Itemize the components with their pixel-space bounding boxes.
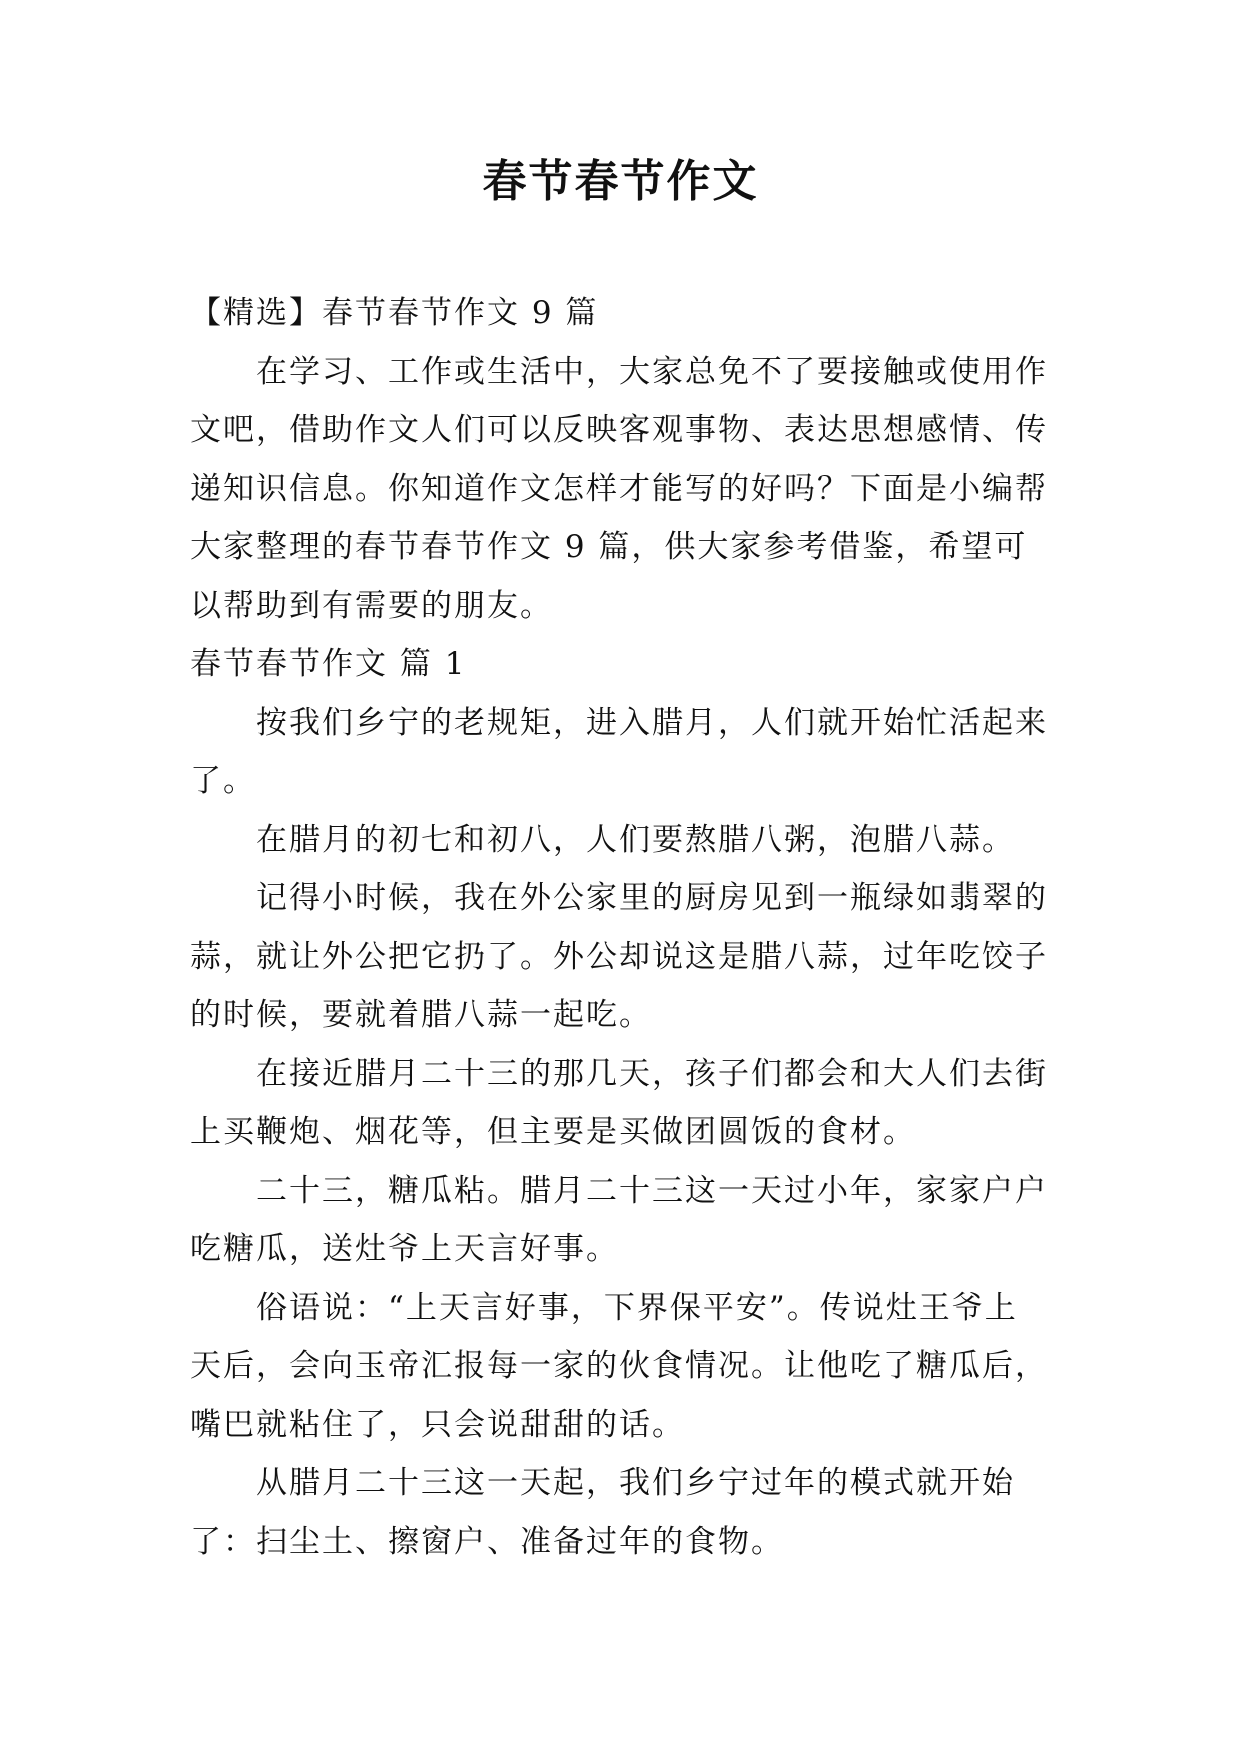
- body-paragraph: 在腊月的初七和初八，人们要熬腊八粥，泡腊八蒜。: [256, 821, 1015, 858]
- document-title: 春节春节作文: [482, 156, 759, 207]
- intro-paragraph: 在学习、工作或生活中，大家总免不了要接触或使用作文吧，借助作文人们可以反映客观事物、表达思想感情、传递知识信息。你知道作文怎样才能写的好吗？下面是小编帮大家整理的春节春节作文 9 篇，供大家参考借鉴，希望可以帮助到有需要的朋友。: [190, 353, 1048, 624]
- body-paragraph: 记得小时候，我在外公家里的厨房见到一瓶绿如翡翠的蒜，就让外公把它扔了。外公却说这是腊八蒜，过年吃饺子的时候，要就着腊八蒜一起吃。: [190, 880, 1048, 1033]
- body-paragraph: 俗语说：“上天言好事，下界保平安”。传说灶王爷上天后，会向玉帝汇报每一家的伙食情况。让他吃了糖瓜后，嘴巴就粘住了，只会说甜甜的话。: [190, 1289, 1048, 1443]
- body-paragraph: 从腊月二十三这一天起，我们乡宁过年的模式就开始了：扫尘土、擦窗户、准备过年的食物。: [190, 1465, 1015, 1560]
- body-paragraph: 二十三，糖瓜粘。腊月二十三这一天过小年，家家户户吃糖瓜，送灶爷上天言好事。: [190, 1172, 1048, 1267]
- document-subtitle: 【精选】春节春节作文 9 篇: [190, 295, 599, 331]
- document-body: [190, 284, 1050, 1571]
- body-paragraph: 按我们乡宁的老规矩，进入腊月，人们就开始忙活起来了。: [190, 704, 1048, 799]
- body-paragraph: 在接近腊月二十三的那几天，孩子们都会和大人们去街上买鞭炮、烟花等，但主要是买做团圆饭的食材。: [190, 1055, 1048, 1150]
- section-heading: 春节春节作文 篇 1: [190, 646, 467, 682]
